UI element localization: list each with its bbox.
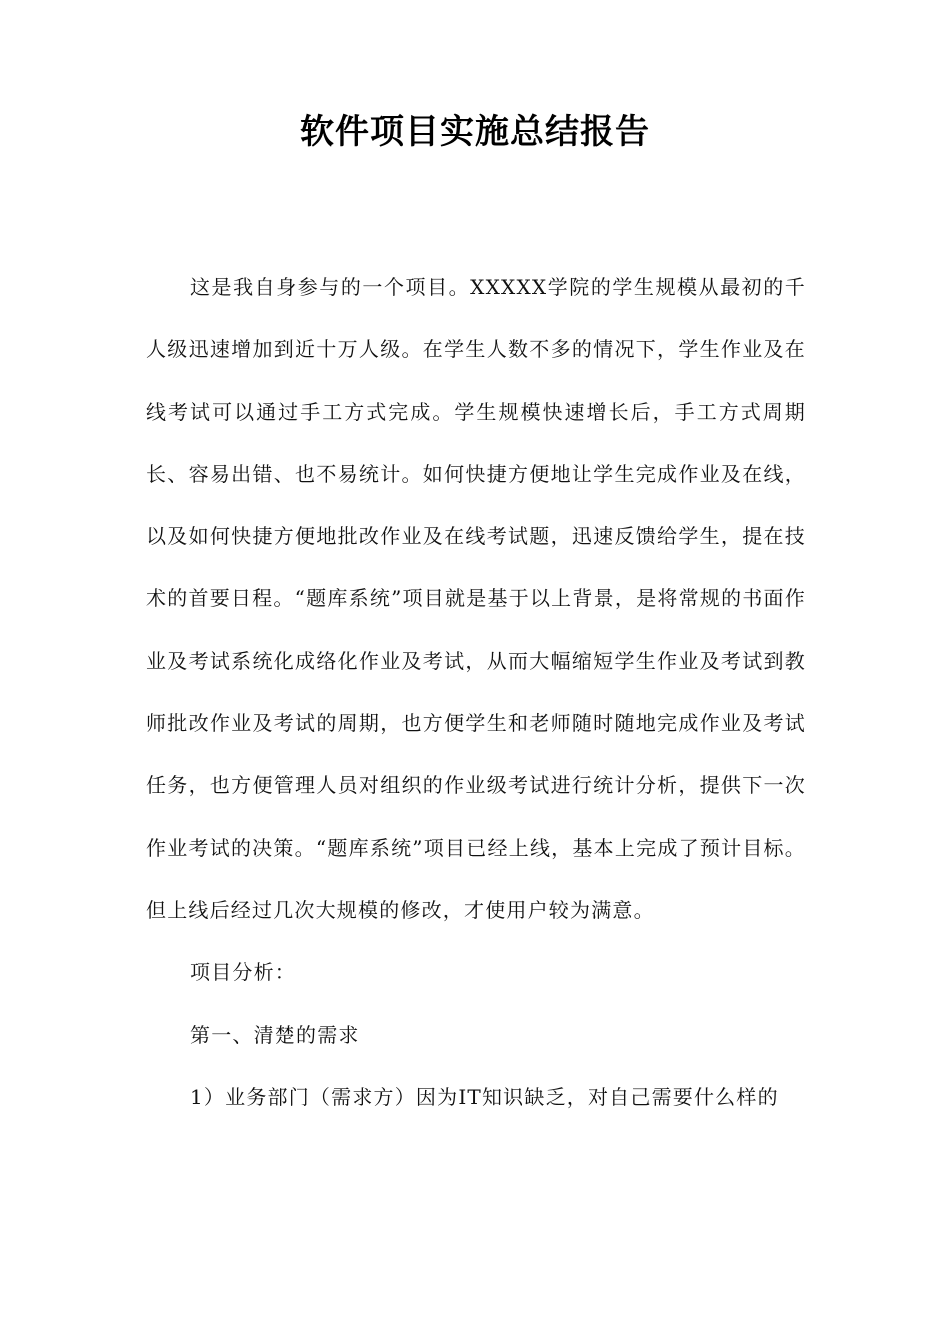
paragraph-project-analysis: 项目分析： (190, 960, 296, 985)
paragraph-intro: 这是我自身参与的一个项目。XXXXX学院的学生规模从最初的千人级迅速增加到近十万人级。在学生人数不多的情况下，学生作业及在线考试可以通过手工方式完成。学生规模快速增长后，手工方式周期长、容易出错、也不易统计。如何快捷方便地让学生完成作业及在线，以及如何快捷方便地批改作业及在线考试题，迅速反馈给学生，提在技术的首要日程。“题库系统”项目就是基于以上背景，是将常规的书面作业及考试系统化成络化作业及考试，从而大幅缩短学生作业及考试到教师批改作业及考试的周期，也方便学生和老师随时随地完成作业及考试任务，也方便管理人员对组织的作业级考试进行统计分析，提供下一次作业考试的决策。“题库系统”项目已经上线，基本上完成了预计目标。但上线后经过几次大规模的修改，才使用户较为满意。 (146, 275, 806, 922)
paragraph-item-1: 1）业务部门（需求方）因为IT知识缺乏，对自己需要什么样的 (190, 1084, 779, 1109)
document-body (146, 256, 806, 1128)
paragraph-clear-requirements: 第一、清楚的需求 (190, 1022, 360, 1047)
document-title: 软件项目实施总结报告 (300, 112, 650, 152)
